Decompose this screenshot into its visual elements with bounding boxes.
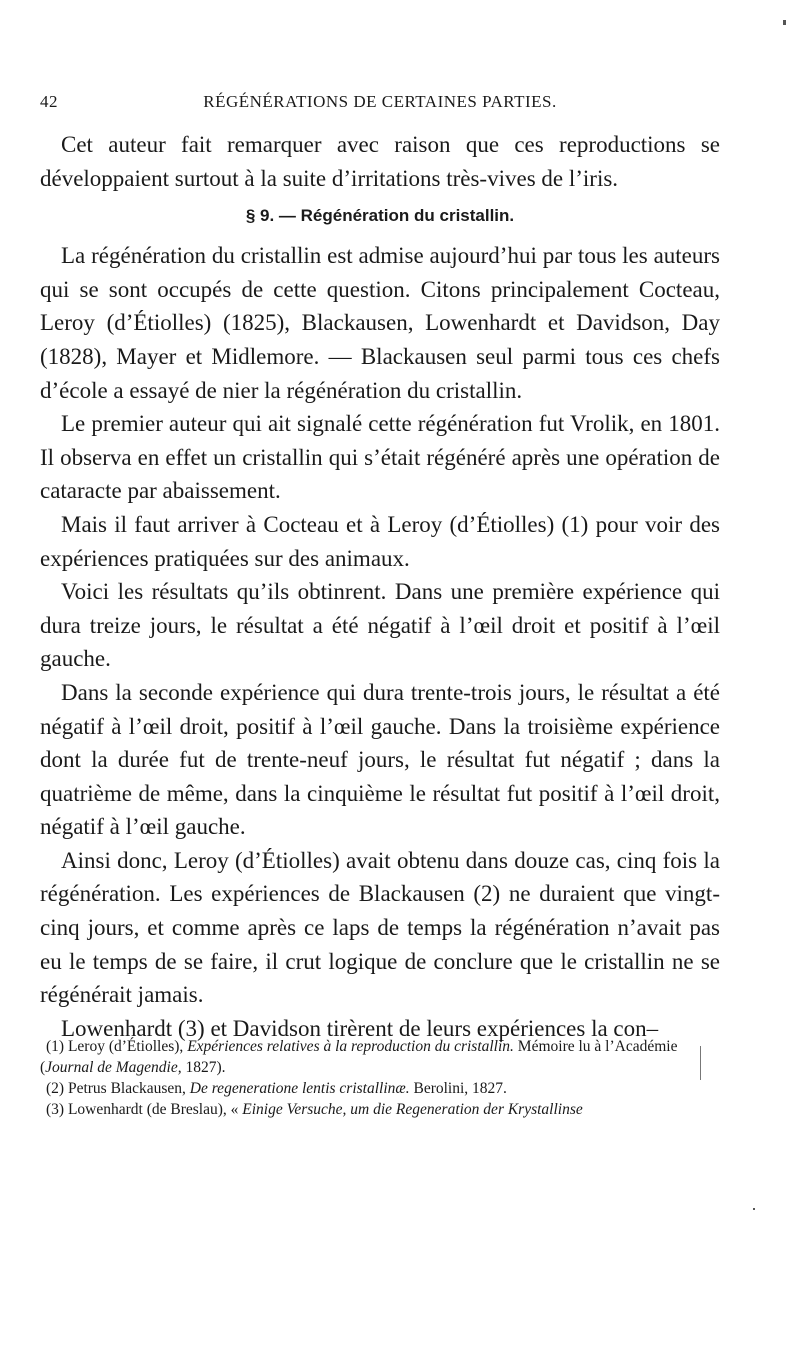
footnote-text: Berolini, 1827. — [409, 1080, 507, 1097]
page-number: 42 — [40, 92, 58, 111]
footnote-title: Expériences relatives à la reproduction du cristallin. — [187, 1038, 514, 1055]
footnote-text: Mémoire lu à l’Académie ( — [40, 1038, 678, 1076]
running-title: RÉGÉNÉRATIONS DE CERTAINES PARTIES. — [203, 92, 557, 111]
footnote-title: De regeneratione lentis cristallinæ. — [189, 1080, 410, 1097]
paragraph: Voici les résultats qu’ils obtinrent. Dans une première expérience qui dura treize jours, le résultat a été négatif à l’œil droit et positif à l’œil gauche. — [40, 579, 720, 672]
footnote-3 — [40, 1099, 720, 1120]
paragraph: Dans la seconde expérience qui dura trente-trois jours, le résultat a été négatif à l’œil droit, positif à l’œil gauche. Dans la troisième expérience dont la durée fut de trente-neuf jours, le résultat fut négatif ; dans la quatrième de même, dans la cinquième le résultat fut positif à l’œil droit, négatif à l’œil gauche. — [40, 679, 720, 840]
footnote-title: Einige Versuche, um die Regeneration der Krystallinse — [242, 1101, 583, 1118]
footnote-journal: Journal de Magendie, — [45, 1059, 182, 1076]
page-speck — [783, 20, 786, 25]
paragraph: La régénération du cristallin est admise aujourd’hui par tous les auteurs qui se sont occupés de cette question. Citons principalement Cocteau, Leroy (d’Étiolles) (1825), Blackausen, Lowenhardt et Davidson, Day (1828), Mayer et Midlemore. — Blackausen seul parmi tous ces chefs d’école a essayé de nier la régénération du cristallin. — [40, 243, 720, 403]
main-text — [40, 128, 720, 1045]
paragraph: Cet auteur fait remarquer avec raison que ces reproductions se développaient surtout à la suite d’irritations très-vives de l’iris. — [40, 132, 720, 191]
paragraph: Mais il faut arriver à Cocteau et à Leroy (d’Étiolles) (1) pour voir des expériences pratiquées sur des animaux. — [40, 511, 720, 571]
section-heading: § 9. — Régénération du cristallin. — [245, 206, 515, 226]
footnote-1 — [40, 1036, 720, 1078]
running-header — [40, 92, 720, 116]
paragraph: Le premier auteur qui ait signalé cette régénération fut Vrolik, en 1801. Il observa en effet un cristallin qui s’était régénéré après une opération de cataracte par abaissement. — [40, 411, 720, 504]
paragraph: Ainsi donc, Leroy (d’Étiolles) avait obtenu dans douze cas, cinq fois la régénération. Les expériences de Blackausen (2) ne duraient que vingt-cinq jours, et comme après ce laps de temps la régénération n’avait pas eu le temps de se faire, il crut logique de conclure que le cristallin ne se régénérait jamais. — [40, 847, 720, 1008]
paragraph: Lowenhardt (3) et Davidson tirèrent de leurs expériences la con– — [61, 1015, 659, 1041]
footnote-text: 1827). — [181, 1059, 226, 1076]
footnotes — [40, 1036, 720, 1120]
margin-rule — [700, 1046, 701, 1080]
footnote-text: (2) Petrus Blackausen, — [46, 1080, 190, 1097]
page-speck — [753, 1208, 755, 1210]
footnote-text: (1) Leroy (d’Étiolles), — [46, 1038, 188, 1055]
footnote-2 — [40, 1078, 720, 1099]
footnote-text: (3) Lowenhardt (de Breslau), « — [46, 1101, 243, 1118]
